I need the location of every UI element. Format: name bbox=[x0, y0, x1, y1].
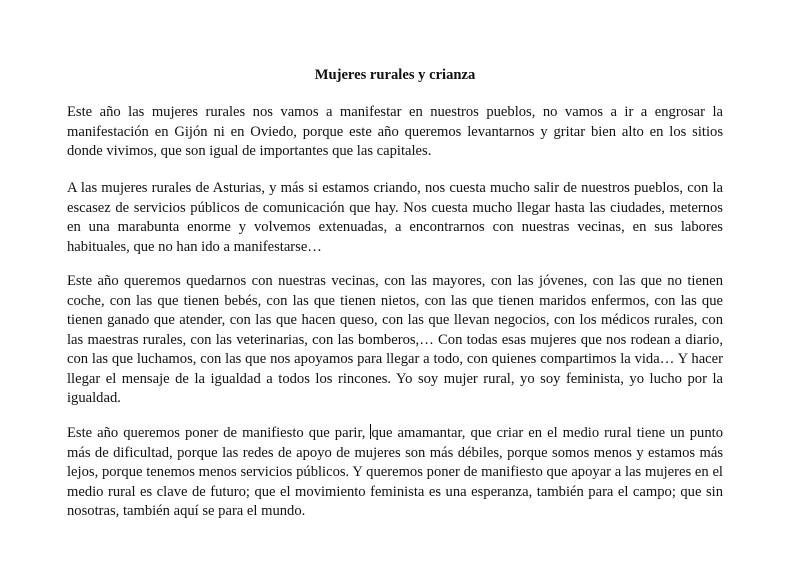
paragraph-3[interactable]: Este año queremos quedarnos con nuestras vecinas, con las mayores, con las jóvenes, con las que no tienen coche, con las que tienen bebés, con las que tienen nietos, con las que tienen maridos enfermos, con las que tienen ganado que atender, con las que hacen queso, con las que llevan negocios, con los médicos rurales, con las maestras rurales, con las veterinarias, con las bomberos,… Con todas esas mujeres que nos rodean a diario, con las que luchamos, con las que nos apoyamos para llegar a todo, con quienes compartimos la vida… Y hacer llegar el mensaje de la igualdad a todos los rincones. Yo soy mujer rural, yo soy feminista, yo lucho por la igualdad. bbox=[67, 273, 723, 406]
paragraph-4-text-start: Este año queremos poner de manifiesto que parir, bbox=[67, 425, 371, 441]
paragraph-4-text-end: que amamantar, que criar en el medio rural tiene un punto más de dificultad, porque las redes de apoyo de mujeres son más débiles, porque somos menos y estamos más lejos, porque tenemos menos servicios públicos. Y queremos poner de manifiesto que apoyar a las mujeres en el medio rural es clave de futuro; que el movimiento feminista es una esperanza, también para el campo; que sin nosotras, también aquí se para el mundo. bbox=[67, 425, 723, 519]
paragraph-2[interactable]: A las mujeres rurales de Asturias, y más si estamos criando, nos cuesta mucho salir de nuestros pueblos, con la escasez de servicios públicos de comunicación que hay. Nos cuesta mucho llegar hasta las ciudades, meternos en una marabunta enorme y volvemos extenuadas, a encontrarnos con nuestras vecinas, en sus labores habituales, que no han ido a manifestarse… bbox=[67, 180, 723, 255]
document-title: Mujeres rurales y crianza bbox=[314, 67, 476, 83]
paragraph-1[interactable]: Este año las mujeres rurales nos vamos a manifestar en nuestros pueblos, no vamos a ir a engrosar la manifestación en Gijón ni en Oviedo, porque este año queremos levantarnos y gritar bien alto en los sitios donde vivimos, que son igual de importantes que las capitales. bbox=[67, 104, 723, 159]
paragraph-4[interactable] bbox=[67, 424, 723, 522]
